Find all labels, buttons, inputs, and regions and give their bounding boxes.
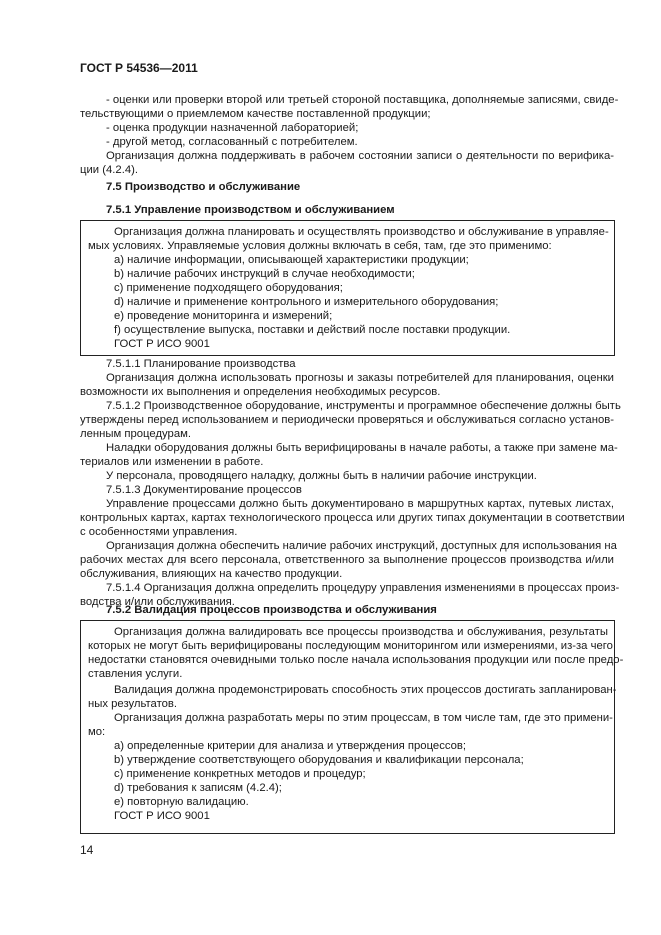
top-line: - оценки или проверки второй или третьей стороной поставщика, дополняемые записями, свиде- xyxy=(106,94,619,106)
top-line: ции (4.2.4). xyxy=(80,164,139,176)
box2-line: a) определенные критерии для анализа и утверждения процессов; xyxy=(114,740,467,752)
box2-line: d) требования к записям (4.2.4); xyxy=(114,782,282,794)
box1-line: мых условиях. Управляемые условия должны включать в себя, там, где это применимо: xyxy=(88,240,552,252)
mid-line: 7.5.1.4 Организация должна определить процедуру управления изменениями в процессах произ- xyxy=(106,582,620,594)
box1-line: Организация должна планировать и осуществлять производство и обслуживание в управляе- xyxy=(114,226,609,238)
box2-line: ных результатов. xyxy=(88,698,178,710)
mid-line: Организация должна использовать прогнозы и заказы потребителей для планирования, оценки xyxy=(106,372,614,384)
box2-line: недостатки становятся очевидными только после начала использования продукции или после предо- xyxy=(88,654,624,666)
heading-7-5-1: 7.5.1 Управление производством и обслуживанием xyxy=(106,204,395,216)
box2-line: e) повторную валидацию. xyxy=(114,796,249,808)
mid-line: Наладки оборудования должны быть верифицированы в начале работы, а также при замене ма- xyxy=(106,442,618,454)
top-line: - оценка продукции назначенной лабораторией; xyxy=(106,122,359,134)
mid-line: рабочих местах для всего персонала, ответственного за выполнение процессов производства и/или xyxy=(80,554,614,566)
box1-line: f) осуществление выпуска, поставки и действий после поставки продукции. xyxy=(114,324,511,336)
box1-line: a) наличие информации, описывающей характеристики продукции; xyxy=(114,254,469,266)
box1-line: ГОСТ Р ИСО 9001 xyxy=(114,338,210,350)
top-line: тельствующими о приемлемом качестве поставленной продукции; xyxy=(80,108,431,120)
box2-line: Валидация должна продемонстрировать способность этих процессов достигать запланирован- xyxy=(114,684,617,696)
box2-line: которых не могут быть верифицированы последующим мониторингом или измерениями, из-за чего xyxy=(88,640,613,652)
box2-line: Организация должна разработать меры по этим процессам, в том числе там, где это примени- xyxy=(114,712,613,724)
box2-line: мо: xyxy=(88,726,106,738)
page-number: 14 xyxy=(80,843,94,857)
box2-line: Организация должна валидировать все процессы производства и обслуживания, результаты xyxy=(114,626,608,638)
page-header: ГОСТ Р 54536—2011 xyxy=(80,61,198,75)
box2-line: ставления услуги. xyxy=(88,668,183,680)
top-line: - другой метод, согласованный с потребителем. xyxy=(106,136,358,148)
mid-line: Организация должна обеспечить наличие рабочих инструкций, доступных для использования на xyxy=(106,540,617,552)
box1-line: e) проведение мониторинга и измерений; xyxy=(114,310,333,322)
mid-line: возможности их выполнения и определения необходимых ресурсов. xyxy=(80,386,441,398)
top-line: Организация должна поддерживать в рабочем состоянии записи о деятельности по верифика- xyxy=(106,150,614,162)
mid-line: контрольных картах, картах технологического процесса или других типах документации в соответствии xyxy=(80,512,625,524)
heading-7-5: 7.5 Производство и обслуживание xyxy=(106,181,301,193)
heading-7-5-2: 7.5.2 Валидация процессов производства и обслуживания xyxy=(106,604,437,616)
box2-line: b) утверждение соответствующего оборудования и квалификации персонала; xyxy=(114,754,524,766)
mid-line: 7.5.1.2 Производственное оборудование, инструменты и программное обеспечение должны быть xyxy=(106,400,621,412)
box1-line: d) наличие и применение контрольного и измерительного оборудования; xyxy=(114,296,499,308)
mid-line: 7.5.1.1 Планирование производства xyxy=(106,358,296,370)
mid-line: обслуживания, влияющих на качество продукции. xyxy=(80,568,343,580)
mid-line: ленным процедурам. xyxy=(80,428,192,440)
mid-line: водства и/или обслуживания. xyxy=(80,596,235,608)
box1-line: b) наличие рабочих инструкций в случае необходимости; xyxy=(114,268,415,280)
mid-line: 7.5.1.3 Документирование процессов xyxy=(106,484,302,496)
mid-line: Управление процессами должно быть документировано в маршрутных картах, путевых листах, xyxy=(106,498,614,510)
box1-line: c) применение подходящего оборудования; xyxy=(114,282,343,294)
mid-line: териалов или изменении в работе. xyxy=(80,456,264,468)
box2-line: c) применение конкретных методов и процедур; xyxy=(114,768,366,780)
mid-line: с особенностями управления. xyxy=(80,526,238,538)
box2-line: ГОСТ Р ИСО 9001 xyxy=(114,810,210,822)
mid-line: У персонала, проводящего наладку, должны быть в наличии рабочие инструкции. xyxy=(106,470,537,482)
mid-line: утверждены перед использованием и периодически проверяться и обслуживаться согласно установ- xyxy=(80,414,614,426)
